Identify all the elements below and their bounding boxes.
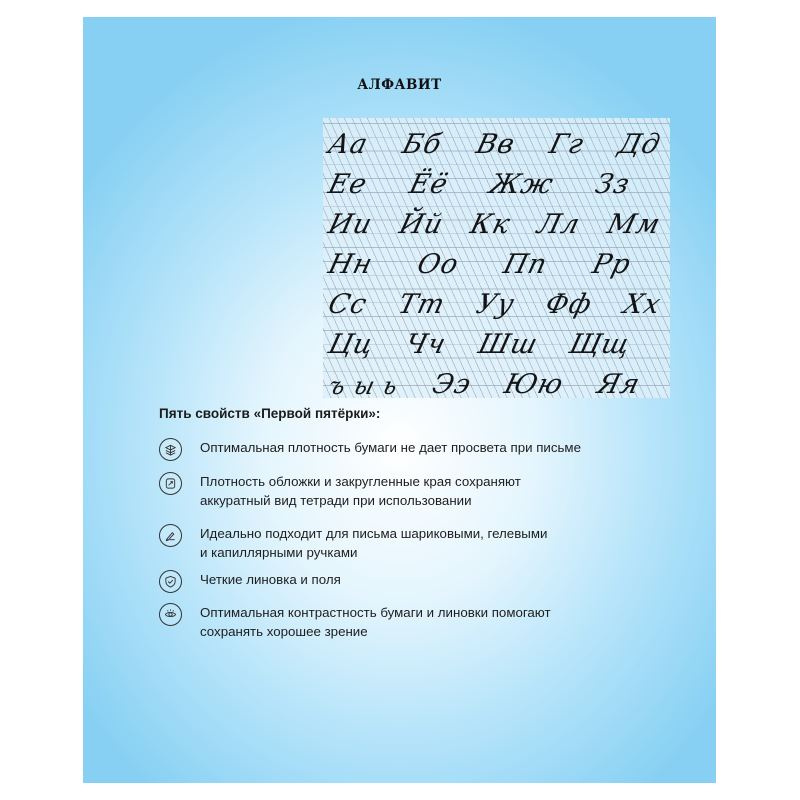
shield-check-icon [159,570,182,593]
alphabet-letter: Рр [588,249,634,280]
alphabet-letter: Хх [619,289,664,320]
property-text-line: сохранять хорошее зрение [200,624,368,639]
property-text [200,603,560,641]
alphabet-letter: Ёё [405,169,452,200]
alphabet-letter: Вв [472,129,519,160]
alphabet-letter: Фф [542,289,596,320]
cursive-alphabet-grid [323,118,670,398]
alphabet-letter: Жж [486,169,558,200]
alphabet-letter: ъ ы ь [325,372,402,400]
alphabet-letter: Лл [534,209,584,240]
alphabet-letter: Тт [395,289,449,320]
property-text [200,570,560,589]
pens-icon [159,524,182,547]
alphabet-letter: Ии [325,209,376,240]
alphabet-letter: Сс [325,289,371,320]
property-text-line: Оптимальная контрастность бумаги и линовки помогают [200,605,551,620]
property-text-line: Оптимальная плотность бумаги не дает просвета при письме [200,440,581,455]
alphabet-letter: Яя [594,369,644,400]
alphabet-row [323,278,670,318]
alphabet-letter: Чч [402,329,450,360]
property-text-line: Четкие линовка и поля [200,572,341,587]
eye-icon [159,603,182,626]
alphabet-letter: Мм [604,209,664,240]
alphabet-letter: Пп [500,249,551,280]
notebook-corner-icon [159,472,182,495]
alphabet-letter: Нн [325,249,377,280]
property-text-line: аккуратный вид тетради при использовании [200,493,472,508]
page-title: АЛФАВИТ [357,77,442,93]
alphabet-row [323,318,670,358]
alphabet-row [323,358,670,398]
notebook-back-cover [83,17,716,783]
alphabet-letter: Ее [325,169,371,200]
alphabet-row [323,118,670,158]
property-text [200,472,560,510]
alphabet-letter: Аа [325,129,372,160]
property-text-line: Плотность обложки и закругленные края сохраняют [200,474,521,489]
property-item [159,472,560,510]
property-item [159,438,581,461]
alphabet-letter: Гг [546,129,588,160]
property-text-line: Идеально подходит для письма шариковыми, гелевыми [200,526,548,541]
paper-layers-icon [159,438,182,461]
alphabet-letter: Цц [325,329,378,360]
property-text [200,524,560,562]
alphabet-letter: Уу [472,289,518,320]
alphabet-letter: Зз [592,169,634,200]
alphabet-letter: Йй [396,209,447,240]
alphabet-row [323,198,670,238]
property-text [200,438,581,457]
alphabet-letter: Щщ [566,329,634,360]
alphabet-letter: Оо [414,249,463,280]
alphabet-letter: Юю [501,369,568,400]
property-text-line: и капиллярными ручками [200,545,358,560]
property-item [159,570,560,593]
alphabet-letter: Бб [399,129,446,160]
alphabet-letter: Ээ [428,369,475,400]
property-item [159,603,560,641]
alphabet-row [323,158,670,198]
alphabet-row [323,238,670,278]
alphabet-letter: Дд [615,129,664,160]
alphabet-letter: Шш [474,329,542,360]
properties-heading: Пять свойств «Первой пятёрки»: [159,406,381,421]
property-item [159,524,560,562]
alphabet-letter: Кк [467,209,514,240]
